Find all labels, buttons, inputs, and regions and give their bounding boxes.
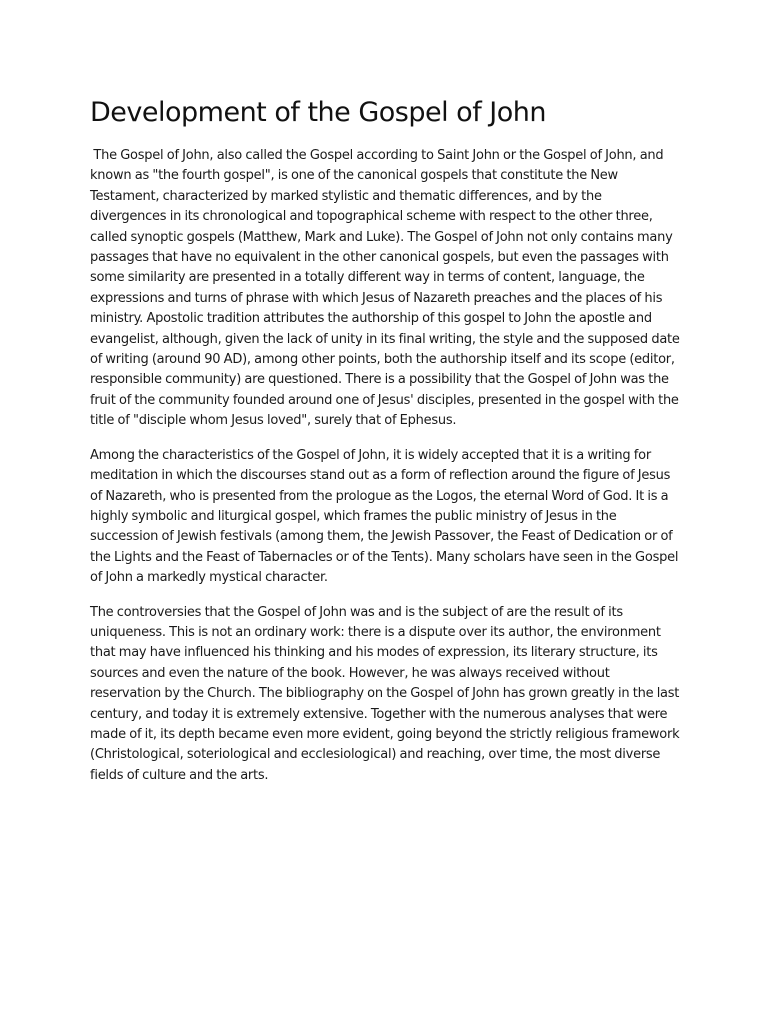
document-body [90, 94, 684, 800]
paragraph-3: The controversies that the Gospel of John was and is the subject of are the result of its uniqueness. This is not an ordinary work: there is a dispute over its author, the environment that may have influenced his thinking and his modes of expression, its literary structure, its sources and even the nature of the book. However, he was always received without reservation by the Church. The bibliography on the Gospel of John has grown greatly in the last century, and today it is extremely extensive. Together with the numerous analyses that were made of it, its depth became even more evident, going beyond the strictly religious framework (Christological, soteriological and ecclesiological) and reaching, over time, the most diverse fields of culture and the arts. [90, 604, 683, 783]
paragraph-1: The Gospel of John, also called the Gospel according to Saint John or the Gospel of John, and known as "the fourth gospel", is one of the canonical gospels that constitute the New Testament, characterized by marked stylistic and thematic differences, and by the divergences in its chronological and topographical scheme with respect to the other three, called synoptic gospels (Matthew, Mark and Luke). The Gospel of John not only contains many passages that have no equivalent in the other canonical gospels, but even the passages with some similarity are presented in a totally different way in terms of content, language, the expressions and turns of phrase with which Jesus of Nazareth preaches and the places of his ministry. Apostolic tradition attributes the authorship of this gospel to John the apostle and evangelist, although, given the lack of unity in its final writing, the style and the supposed date of writing (around 90 AD), among other points, both the authorship itself and its scope (editor, responsible community) are questioned. There is a possibility that the Gospel of John was the fruit of the community founded around one of Jesus' disciples, presented in the gospel with the title of "disciple whom Jesus loved", surely that of Ephesus. [90, 148, 684, 429]
paragraph-2: Among the characteristics of the Gospel of John, it is widely accepted that it is a writing for meditation in which the discourses stand out as a form of reflection around the figure of Jesus of Nazareth, who is presented from the prologue as the Logos, the eternal Word of God. It is a highly symbolic and liturgical gospel, which frames the public ministry of Jesus in the succession of Jewish festivals (among them, the Jewish Passover, the Feast of Dedication or of the Lights and the Feast of Tabernacles or of the Tents). Many scholars have seen in the Gospel of John a markedly mystical character. [90, 447, 682, 586]
document-title: Development of the Gospel of John [90, 97, 546, 128]
